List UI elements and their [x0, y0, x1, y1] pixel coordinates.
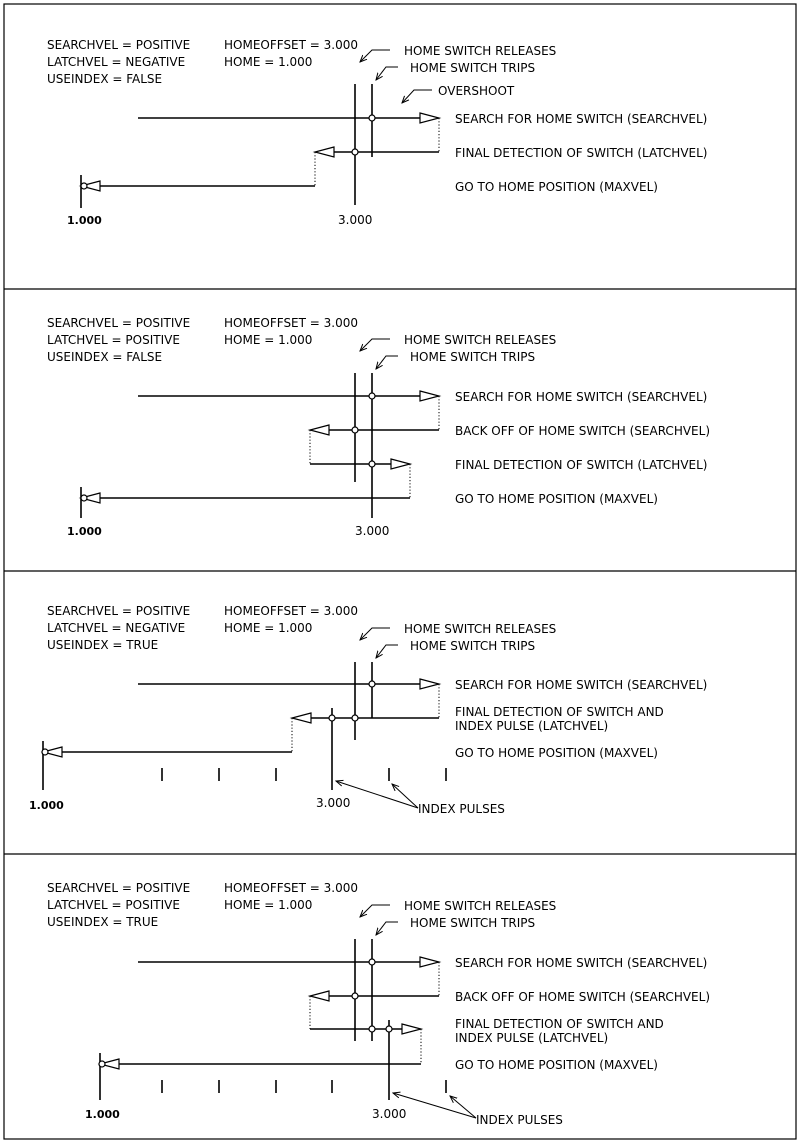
callout-leader	[376, 356, 398, 369]
home-point	[99, 1061, 105, 1067]
row-label: GO TO HOME POSITION (MAXVEL)	[455, 1058, 658, 1072]
release-point	[352, 427, 358, 433]
arrow-right	[420, 679, 439, 689]
callout-leader	[360, 628, 390, 640]
offset-label: 3.000	[338, 213, 373, 227]
panel-2	[47, 316, 710, 538]
index-pulses-label: INDEX PULSES	[476, 1113, 563, 1127]
arrow-right	[391, 459, 410, 469]
index-leader	[392, 784, 418, 808]
param-home: HOME = 1.000	[224, 55, 313, 69]
arrow-left	[310, 425, 329, 435]
index-pulse-ticks	[162, 1080, 446, 1093]
home-position-label: 1.000	[29, 799, 64, 812]
release-point	[352, 149, 358, 155]
arrow-right	[402, 1024, 421, 1034]
callout-trips: HOME SWITCH TRIPS	[410, 916, 536, 930]
callout-trips: HOME SWITCH TRIPS	[410, 61, 536, 75]
callout-releases: HOME SWITCH RELEASES	[404, 899, 557, 913]
index-pulses-label: INDEX PULSES	[418, 802, 505, 816]
row-label: INDEX PULSE (LATCHVEL)	[455, 719, 609, 733]
trip-point	[369, 393, 375, 399]
row-label: GO TO HOME POSITION (MAXVEL)	[455, 492, 658, 506]
callout-leader	[376, 67, 398, 80]
param-home: HOME = 1.000	[224, 621, 313, 635]
param-latchvel: LATCHVEL = POSITIVE	[47, 333, 180, 347]
callout-leader	[376, 645, 398, 658]
row-label: SEARCH FOR HOME SWITCH (SEARCHVEL)	[455, 956, 708, 970]
param-searchvel: SEARCHVEL = POSITIVE	[47, 38, 191, 52]
callout-releases: HOME SWITCH RELEASES	[404, 333, 557, 347]
callout-leader	[376, 922, 398, 935]
callout-trips: HOME SWITCH TRIPS	[410, 639, 536, 653]
trip-point	[369, 1026, 375, 1032]
param-homeoffset: HOMEOFFSET = 3.000	[224, 881, 359, 895]
param-latchvel: LATCHVEL = POSITIVE	[47, 898, 180, 912]
callout-overshoot: OVERSHOOT	[438, 84, 515, 98]
row-label: GO TO HOME POSITION (MAXVEL)	[455, 180, 658, 194]
callout-leader	[360, 50, 390, 62]
callout-releases: HOME SWITCH RELEASES	[404, 622, 557, 636]
callout-releases: HOME SWITCH RELEASES	[404, 44, 557, 58]
callout-leader	[360, 905, 390, 917]
trip-point	[369, 681, 375, 687]
row-label: BACK OFF OF HOME SWITCH (SEARCHVEL)	[455, 990, 710, 1004]
param-latchvel: LATCHVEL = NEGATIVE	[47, 621, 186, 635]
param-useindex: USEINDEX = TRUE	[47, 638, 159, 652]
param-useindex: USEINDEX = TRUE	[47, 915, 159, 929]
row-label: GO TO HOME POSITION (MAXVEL)	[455, 746, 658, 760]
param-homeoffset: HOMEOFFSET = 3.000	[224, 604, 359, 618]
row-label: BACK OFF OF HOME SWITCH (SEARCHVEL)	[455, 424, 710, 438]
offset-label: 3.000	[355, 524, 390, 538]
offset-label: 3.000	[372, 1107, 407, 1121]
trip-point	[369, 115, 375, 121]
row-label: SEARCH FOR HOME SWITCH (SEARCHVEL)	[455, 390, 708, 404]
home-position-label: 1.000	[67, 214, 102, 227]
param-searchvel: SEARCHVEL = POSITIVE	[47, 316, 191, 330]
trip-point	[369, 461, 375, 467]
home-position-label: 1.000	[67, 525, 102, 538]
callout-leader	[402, 90, 432, 103]
panel-1	[47, 38, 707, 227]
panel-3	[29, 604, 707, 816]
index-point	[329, 715, 335, 721]
arrow-right	[420, 391, 439, 401]
index-point	[386, 1026, 392, 1032]
arrow-left	[315, 147, 334, 157]
row-label: FINAL DETECTION OF SWITCH (LATCHVEL)	[455, 146, 708, 160]
row-label: INDEX PULSE (LATCHVEL)	[455, 1031, 609, 1045]
index-pulse-ticks	[162, 768, 446, 781]
index-leader	[450, 1096, 476, 1118]
row-label: FINAL DETECTION OF SWITCH AND	[455, 1017, 664, 1031]
param-useindex: USEINDEX = FALSE	[47, 350, 163, 364]
param-searchvel: SEARCHVEL = POSITIVE	[47, 881, 191, 895]
param-searchvel: SEARCHVEL = POSITIVE	[47, 604, 191, 618]
param-latchvel: LATCHVEL = NEGATIVE	[47, 55, 186, 69]
home-position-label: 1.000	[85, 1108, 120, 1121]
arrow-right	[420, 957, 439, 967]
callout-trips: HOME SWITCH TRIPS	[410, 350, 536, 364]
release-point	[352, 993, 358, 999]
trip-point	[369, 959, 375, 965]
home-point	[81, 495, 87, 501]
row-label: FINAL DETECTION OF SWITCH (LATCHVEL)	[455, 458, 708, 472]
param-homeoffset: HOMEOFFSET = 3.000	[224, 38, 359, 52]
callout-leader	[360, 339, 390, 351]
arrow-left	[310, 991, 329, 1001]
param-home: HOME = 1.000	[224, 333, 313, 347]
home-point	[81, 183, 87, 189]
row-label: SEARCH FOR HOME SWITCH (SEARCHVEL)	[455, 112, 708, 126]
offset-label: 3.000	[316, 796, 351, 810]
param-home: HOME = 1.000	[224, 898, 313, 912]
panel-4	[47, 881, 710, 1127]
arrow-right	[420, 113, 439, 123]
param-homeoffset: HOMEOFFSET = 3.000	[224, 316, 359, 330]
release-point	[352, 715, 358, 721]
row-label: FINAL DETECTION OF SWITCH AND	[455, 705, 664, 719]
arrow-left	[292, 713, 311, 723]
row-label: SEARCH FOR HOME SWITCH (SEARCHVEL)	[455, 678, 708, 692]
param-useindex: USEINDEX = FALSE	[47, 72, 163, 86]
home-point	[42, 749, 48, 755]
